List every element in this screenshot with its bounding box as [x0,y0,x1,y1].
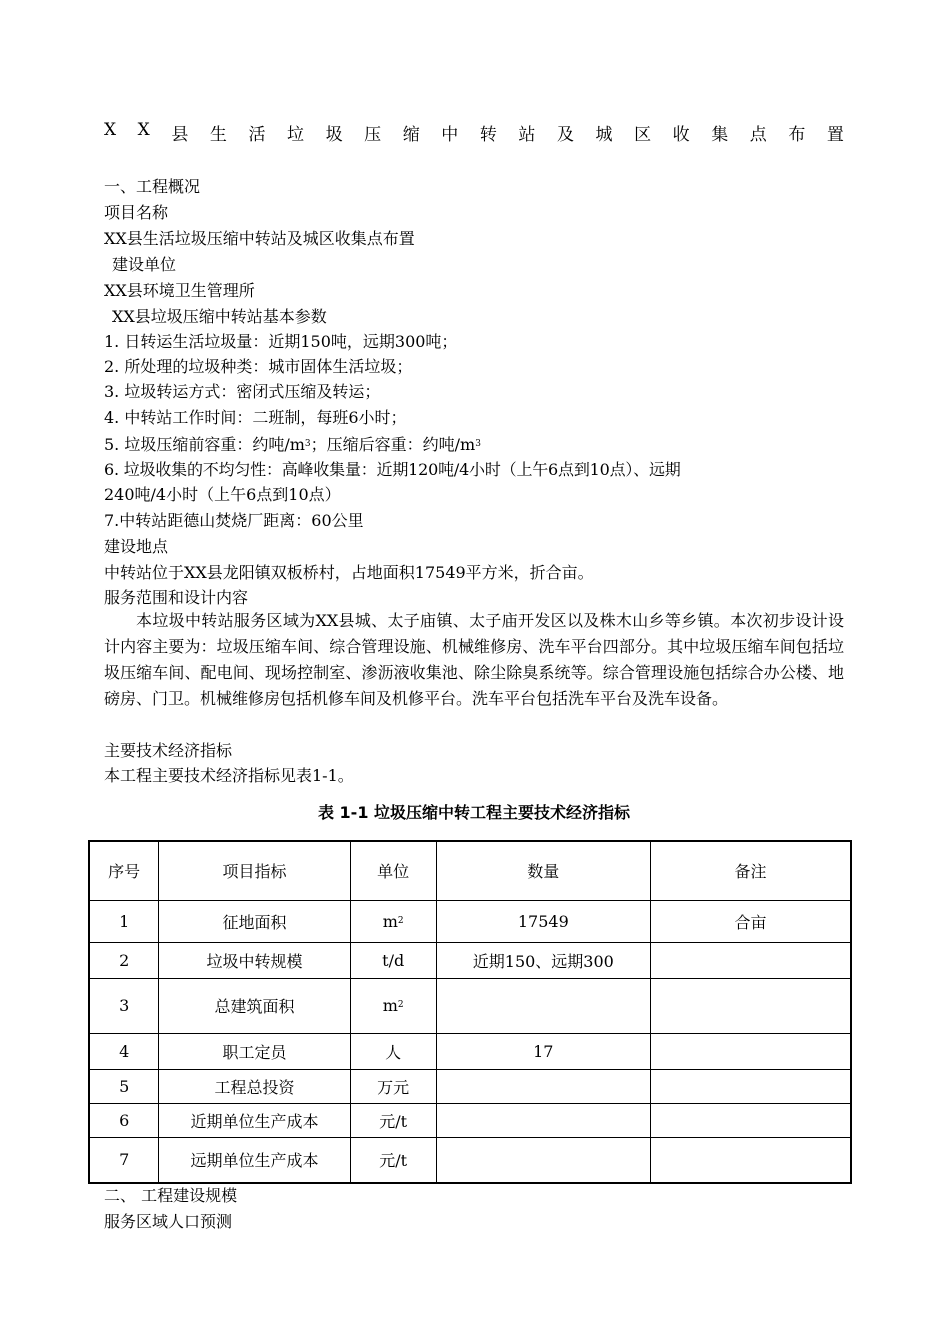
table-cell [651,978,851,1033]
indicators-table [88,840,852,1184]
table-row [89,900,851,942]
title-char: 生 [209,125,227,145]
title-char: 区 [634,125,652,145]
table-cell: 元/t [350,1103,436,1137]
title-char: 县 [171,125,189,145]
unit-sup: 2 [397,915,404,926]
table-cell: 3 [89,978,159,1033]
table-cell: 2 [89,942,159,978]
table-cell: 近期150、远期300 [436,942,650,978]
table-cell: 远期单位生产成本 [159,1137,350,1183]
title-char: 站 [518,125,536,145]
title-char: 圾 [325,125,343,145]
table-cell: 职工定员 [159,1033,350,1069]
table-cell [436,1137,650,1183]
table-row [89,942,851,978]
table-cell [436,1103,650,1137]
table-row [89,1033,851,1069]
header-unit: 单位 [350,841,436,900]
table-cell: 万元 [350,1069,436,1103]
param-6-line-1: 6. 垃圾收集的不均匀性：高峰收集量：近期120吨/4小时（上午6点到10点）、远期 [104,460,681,479]
construction-site-value: 中转站位于XX县龙阳镇双板桥村，占地面积17549平方米，折合亩。 [104,563,594,582]
param-5-part-b: ；压缩后容重：约吨/m [310,435,476,454]
table-row [89,978,851,1033]
table-cell: 工程总投资 [159,1069,350,1103]
section-heading-2: 二、 工程建设规模 [104,1186,238,1205]
table-cell: 17 [436,1033,650,1069]
table-cell [350,900,436,942]
title-char: 及 [556,125,574,145]
param-5 [104,433,844,456]
table-row [89,1137,851,1183]
service-scope-text: 本垃圾中转站服务区域为XX县城、太子庙镇、太子庙开发区以及株木山乡等乡镇。本次初步设计设计内容主要为：垃圾压缩车间、综合管理设施、机械维修房、洗车平台四部分。其中垃圾压缩车间包括垃圾压缩车间、配电间、现场控制室、渗沥液收集池、除尘除臭系统等。综合管理设施包括综合办公楼、地磅房、门卫。机械维修房包括机修车间及机修平台。洗车平台包括洗车平台及洗车设备。 [104,611,844,708]
table-cell [651,1103,851,1137]
title-char: X [104,120,117,140]
param-5-sup-2: 3 [475,439,481,449]
label-key-indicators: 主要技术经济指标 [104,741,233,760]
table-cell [436,1069,650,1103]
unit-m: m [382,996,398,1015]
table-cell [350,978,436,1033]
param-4: 4. 中转站工作时间：二班制，每班6小时； [104,408,407,427]
table-cell: 近期单位生产成本 [159,1103,350,1137]
title-char: 布 [788,125,806,145]
section-heading-1: 一、工程概况 [104,177,201,196]
table-cell [651,1033,851,1069]
label-population-forecast: 服务区域人口预测 [104,1212,233,1231]
service-scope-paragraph [104,608,844,712]
table-row [89,1103,851,1137]
table-cell: 5 [89,1069,159,1103]
title-char: X [137,120,150,140]
param-5-part-a: 5. 垃圾压缩前容重：约吨/m [104,435,305,454]
header-item: 项目指标 [159,841,350,900]
table-cell [651,1137,851,1183]
title-char: 缩 [402,125,420,145]
table-header-row [89,841,851,900]
unit-sup: 2 [397,1000,404,1010]
param-3: 3. 垃圾转运方式：密闭式压缩及转运； [104,382,381,401]
label-construction-site: 建设地点 [104,537,169,556]
param-2: 2. 所处理的垃圾种类：城市固体生活垃圾； [104,357,413,376]
unit-m: m [382,911,398,931]
param-7: 7.中转站距德山焚烧厂距离：60公里 [104,511,364,530]
table-cell: 合亩 [651,900,851,942]
table-cell [651,1069,851,1103]
param-1: 1. 日转运生活垃圾量：近期150吨，远期300吨； [104,332,458,351]
table-cell: 17549 [436,900,650,942]
table-cell: 7 [89,1137,159,1183]
title-char: 中 [441,125,459,145]
title-char: 垃 [287,125,305,145]
table-cell: 1 [89,900,159,942]
table-cell: 元/t [350,1137,436,1183]
table-cell: t/d [350,942,436,978]
table-caption: 表 1-1 垃圾压缩中转工程主要技术经济指标 [317,803,631,822]
table-cell: 垃圾中转规模 [159,942,350,978]
table-cell: 6 [89,1103,159,1137]
label-service-scope: 服务范围和设计内容 [104,588,249,607]
header-index: 序号 [89,841,159,900]
title-char: 点 [749,125,767,145]
table-cell [436,978,650,1033]
title-char: 集 [711,125,729,145]
title-char: 城 [595,125,613,145]
label-construction-unit: 建设单位 [112,255,177,274]
construction-unit-value: XX县环境卫生管理所 [104,281,255,300]
label-basic-parameters: XX县垃圾压缩中转站基本参数 [112,307,327,326]
key-indicators-ref: 本工程主要技术经济指标见表1-1。 [104,766,354,785]
table-cell [651,942,851,978]
table-cell: 4 [89,1033,159,1069]
header-quantity: 数量 [436,841,650,900]
project-name-value: XX县生活垃圾压缩中转站及城区收集点布置 [104,229,415,248]
table-cell: 征地面积 [159,900,350,942]
label-project-name: 项目名称 [104,203,169,222]
table-cell: 人 [350,1033,436,1069]
title-char: 活 [248,125,266,145]
header-remark: 备注 [651,841,851,900]
table-row [89,1069,851,1103]
param-6-line-2: 240吨/4小时（上午6点到10点） [104,485,341,504]
document-title [104,120,844,146]
title-char: 转 [479,125,497,145]
title-char: 压 [364,125,382,145]
title-char: 收 [672,125,690,145]
table-cell: 总建筑面积 [159,978,350,1033]
title-char: 置 [826,125,844,145]
param-5-sup-1: 3 [304,439,311,449]
